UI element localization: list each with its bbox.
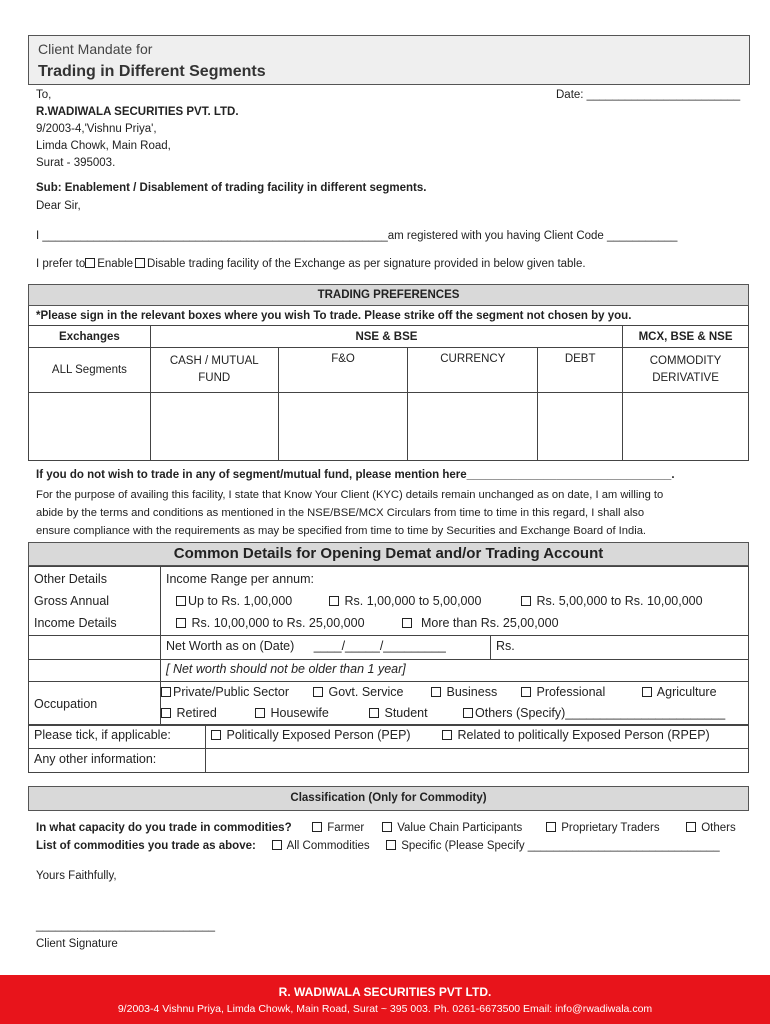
no-trade-note[interactable]: If you do not wish to trade in any of segment/mutual fund, please mention here________________________________.	[36, 469, 675, 481]
occupation-options-cell	[161, 682, 749, 726]
occ-govt-service-label: Govt. Service	[328, 685, 404, 699]
col-nse-bse: NSE & BSE	[150, 326, 622, 348]
form-title-box	[28, 35, 750, 85]
occ-student-label: Student	[384, 706, 428, 720]
list-all-commodities-label: All Commodities	[286, 840, 370, 852]
income-opt-2[interactable]	[329, 590, 481, 612]
pep-table	[28, 724, 749, 773]
capacity-value-chain[interactable]	[382, 822, 522, 834]
signature-box-currency[interactable]	[408, 393, 538, 461]
capacity-proprietary[interactable]	[546, 822, 660, 834]
income-opt-5-label: More than Rs. 25,00,000	[420, 616, 559, 630]
note-empty-cell	[29, 660, 161, 682]
income-range-label: Income Range per annum:	[166, 572, 315, 586]
trading-preferences-table	[28, 284, 749, 461]
pep-options-cell	[206, 725, 749, 749]
net-worth-label: Net Worth as on (Date)	[166, 639, 295, 653]
other-info-field[interactable]	[206, 749, 749, 773]
net-worth-empty-cell	[29, 636, 161, 660]
capacity-others-label: Others	[701, 822, 736, 834]
commodity-derivative-header	[623, 348, 749, 393]
occ-professional-label: Professional	[536, 685, 606, 699]
subject-line: Sub: Enablement / Disablement of trading facility in different segments.	[36, 182, 427, 194]
signature-box-cash-mutual[interactable]	[150, 393, 278, 461]
list-line	[36, 840, 256, 852]
occ-agriculture-label: Agriculture	[656, 685, 717, 699]
income-opt-1-label: Up to Rs. 1,00,000	[188, 594, 293, 608]
occ-private-public[interactable]	[161, 682, 289, 703]
income-row-2	[166, 612, 743, 634]
occ-private-public-label: Private/Public Sector	[173, 685, 290, 699]
form-title-line1: Client Mandate for	[38, 41, 153, 57]
common-details-bar	[28, 542, 749, 566]
client-code-line[interactable]: I ______________________________________________________am registered with you having Client Code ___________	[36, 230, 678, 242]
common-details-table	[28, 566, 749, 726]
list-specific[interactable]	[386, 840, 720, 852]
occ-business[interactable]	[431, 682, 497, 703]
footer-company: R. WADIWALA SECURITIES PVT LTD.	[278, 985, 492, 999]
signature-box-commodity[interactable]	[623, 393, 749, 461]
capacity-others[interactable]	[686, 822, 736, 834]
occupation-row-2	[161, 703, 748, 724]
prefer-prefix: I prefer to	[36, 258, 86, 270]
capacity-farmer-label: Farmer	[327, 822, 365, 834]
income-opt-3[interactable]	[521, 590, 703, 612]
income-opt-3-label: Rs. 5,00,000 to Rs. 10,00,000	[536, 594, 703, 608]
other-details-label: Other Details	[34, 572, 107, 586]
occupation-label: Occupation	[29, 682, 161, 726]
company-name: R.WADIWALA SECURITIES PVT. LTD.	[36, 106, 239, 118]
please-tick-label: Please tick, if applicable:	[29, 725, 206, 749]
capacity-line	[36, 822, 292, 834]
income-opt-5[interactable]	[402, 612, 559, 634]
signature-line[interactable]: ____________________________	[36, 920, 216, 932]
classification-title: Classification (Only for Commodity)	[290, 792, 487, 804]
rpep-option[interactable]	[442, 728, 710, 742]
net-worth-date[interactable]: ____/_____/_________	[313, 639, 446, 653]
classification-bar	[28, 786, 749, 811]
occ-agriculture[interactable]	[642, 682, 717, 703]
declaration-line2: abide by the terms and conditions as mentioned in the NSE/BSE/MCX Circulars from time to time in this regard, I shall also	[36, 507, 645, 519]
address-line1: 9/2003-4,'Vishnu Priya',	[36, 123, 157, 135]
form-title-line2: Trading in Different Segments	[38, 63, 266, 80]
net-worth-cell	[161, 636, 491, 660]
occ-retired[interactable]	[161, 703, 217, 724]
footer-address: 9/2003-4 Vishnu Priya, Limda Chowk, Main Road, Surat ~ 395 003. Ph. 0261-6673500 Email: info@rwadiwala.com	[117, 1003, 653, 1015]
occ-retired-label: Retired	[176, 706, 217, 720]
enable-label: Enable	[97, 258, 134, 270]
gross-annual-label: Gross Annual	[34, 594, 110, 608]
capacity-proprietary-label: Proprietary Traders	[561, 822, 660, 834]
signature-box-all-segments[interactable]	[29, 393, 151, 461]
occ-professional[interactable]	[521, 682, 605, 703]
declaration-line3: ensure compliance with the requirements as may be specified from time to time by Securities and Exchange Board of India.	[36, 525, 647, 537]
date-field[interactable]: Date: ________________________	[556, 89, 741, 101]
occ-others[interactable]	[463, 703, 725, 724]
debt-header: DEBT	[538, 348, 623, 393]
to-label: To,	[36, 89, 52, 101]
disable-label: Disable trading facility of the Exchange as per signature provided in below given table.	[147, 258, 586, 270]
commodity-line1: COMMODITY	[649, 355, 722, 367]
currency-header: CURRENCY	[408, 348, 538, 393]
occ-govt-service[interactable]	[313, 682, 404, 703]
occ-housewife-label: Housewife	[270, 706, 329, 720]
occ-others-label: Others (Specify)_______________________	[475, 706, 726, 720]
signature-box-debt[interactable]	[538, 393, 623, 461]
col-exchanges: Exchanges	[29, 326, 151, 348]
occ-business-label: Business	[446, 685, 498, 699]
commodity-line2: DERIVATIVE	[652, 372, 719, 384]
enable-checkbox[interactable]	[85, 258, 95, 268]
cash-mutual-line2: FUND	[198, 372, 231, 384]
trading-preferences-title: TRADING PREFERENCES	[29, 285, 749, 306]
capacity-question: In what capacity do you trade in commodities?	[36, 822, 292, 834]
income-range-cell	[161, 567, 749, 636]
other-details-cell	[29, 567, 161, 636]
signature-box-fo[interactable]	[278, 393, 408, 461]
declaration-line1: For the purpose of availing this facility, I state that Know Your Client (KYC) details remain unchanged as on date, I am willing to	[36, 489, 664, 501]
trading-instruction: *Please sign in the relevant boxes where you wish To trade. Please strike off the segment not chosen by you.	[29, 306, 749, 326]
address-line3: Surat - 395003.	[36, 157, 116, 169]
income-details-label: Income Details	[34, 616, 117, 630]
common-details-title: Common Details for Opening Demat and/or Trading Account	[173, 545, 604, 562]
pep-label: Politically Exposed Person (PEP)	[226, 728, 411, 742]
yours-faithfully: Yours Faithfully,	[36, 870, 117, 882]
disable-checkbox[interactable]	[135, 258, 145, 268]
all-segments-label: ALL Segments	[29, 348, 151, 393]
income-opt-4-label: Rs. 10,00,000 to Rs. 25,00,000	[191, 616, 365, 630]
client-signature-label: Client Signature	[36, 938, 118, 950]
income-opt-1[interactable]	[176, 590, 292, 612]
list-all-commodities[interactable]	[272, 840, 370, 852]
other-info-label: Any other information:	[29, 749, 206, 773]
occ-student[interactable]	[369, 703, 428, 724]
capacity-farmer[interactable]	[312, 822, 364, 834]
occ-housewife[interactable]	[255, 703, 329, 724]
cash-mutual-line1: CASH / MUTUAL	[169, 355, 259, 367]
salutation: Dear Sir,	[36, 200, 81, 212]
occupation-row-1	[161, 682, 748, 703]
income-opt-4[interactable]	[176, 612, 365, 634]
list-specific-label: Specific (Please Specify ______________________________	[401, 840, 720, 852]
list-question: List of commodities you trade as above:	[36, 840, 256, 852]
prefer-line	[36, 258, 586, 270]
col-mcx-bse-nse: MCX, BSE & NSE	[623, 326, 749, 348]
net-worth-note: [ Net worth should not be older than 1 year]	[161, 660, 749, 682]
footer-bar	[0, 975, 770, 1024]
address-line2: Limda Chowk, Main Road,	[36, 140, 171, 152]
pep-option[interactable]	[211, 728, 411, 742]
rpep-label: Related to politically Exposed Person (RPEP)	[457, 728, 710, 742]
cash-mutual-fund-header	[150, 348, 278, 393]
income-opt-2-label: Rs. 1,00,000 to 5,00,000	[344, 594, 482, 608]
capacity-value-chain-label: Value Chain Participants	[397, 822, 523, 834]
income-row-1	[166, 590, 743, 612]
fo-header: F&O	[278, 348, 408, 393]
net-worth-rs-cell[interactable]	[491, 636, 749, 660]
net-worth-rs: Rs.	[496, 639, 515, 653]
